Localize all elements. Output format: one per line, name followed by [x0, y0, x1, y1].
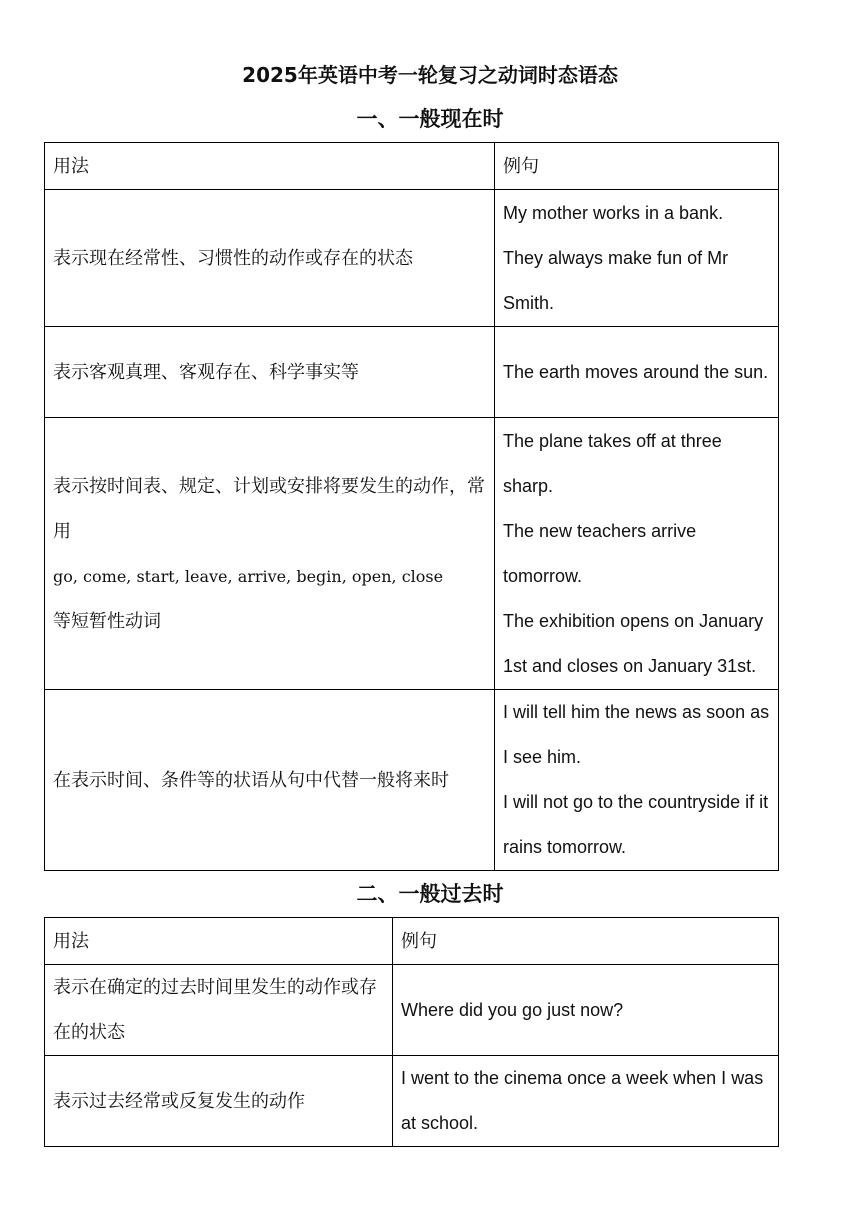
example-sentence: My mother works in a bank. — [503, 202, 724, 223]
example-sentence: I will not go to the countryside if it rains tomorrow. — [503, 792, 769, 857]
usage-cell: 表示在确定的过去时间里发生的动作或存在的状态 — [45, 965, 393, 1056]
example-sentence: They always make fun of Mr Smith. — [503, 247, 729, 313]
usage-cell: 在表示时间、条件等的状语从句中代替一般将来时 — [45, 690, 495, 871]
verb-list: go, come, start, leave, arrive, begin, open, close — [53, 566, 444, 586]
example-sentence: The new teachers arrive tomorrow. — [503, 520, 697, 586]
usage-suffix: 等短暂性动词 — [53, 610, 161, 632]
example-sentence: Where did you go just now? — [401, 999, 624, 1020]
usage-cell — [45, 418, 495, 690]
past-simple-table — [44, 917, 779, 1147]
table-header-row — [45, 918, 779, 965]
example-sentence: I will tell him the news as soon as I see him. — [503, 702, 770, 767]
column-header-usage: 用法 — [45, 143, 495, 190]
example-sentence: The earth moves around the sun. — [503, 361, 769, 382]
column-header-example: 例句 — [393, 918, 779, 965]
example-cell — [495, 418, 779, 690]
usage-cell: 表示客观真理、客观存在、科学事实等 — [45, 327, 495, 418]
table-row — [45, 418, 779, 690]
example-sentence: The plane takes off at three sharp. — [503, 430, 722, 496]
usage-cell: 表示过去经常或反复发生的动作 — [45, 1056, 393, 1147]
example-cell — [495, 327, 779, 418]
column-header-example: 例句 — [495, 143, 779, 190]
table-row — [45, 327, 779, 418]
section-heading-present-simple: 一、一般现在时 — [356, 106, 504, 131]
example-cell — [495, 690, 779, 871]
document-title: 2025年英语中考一轮复习之动词时态语态 — [242, 63, 618, 87]
table-row — [45, 965, 779, 1056]
table-row — [45, 190, 779, 327]
table-row — [45, 690, 779, 871]
usage-cell: 表示现在经常性、习惯性的动作或存在的状态 — [45, 190, 495, 327]
table-row — [45, 1056, 779, 1147]
example-cell — [495, 190, 779, 327]
usage-text: 表示按时间表、规定、计划或安排将要发生的动作，常用 — [53, 475, 485, 542]
example-cell — [393, 965, 779, 1056]
section-heading-past-simple: 二、一般过去时 — [356, 881, 504, 906]
example-sentence: I went to the cinema once a week when I was at school. — [401, 1068, 764, 1133]
example-sentence: The exhibition opens on January 1st and closes on January 31st. — [503, 610, 764, 676]
present-simple-table — [44, 142, 779, 871]
example-cell — [393, 1056, 779, 1147]
column-header-usage: 用法 — [45, 918, 393, 965]
table-header-row — [45, 143, 779, 190]
